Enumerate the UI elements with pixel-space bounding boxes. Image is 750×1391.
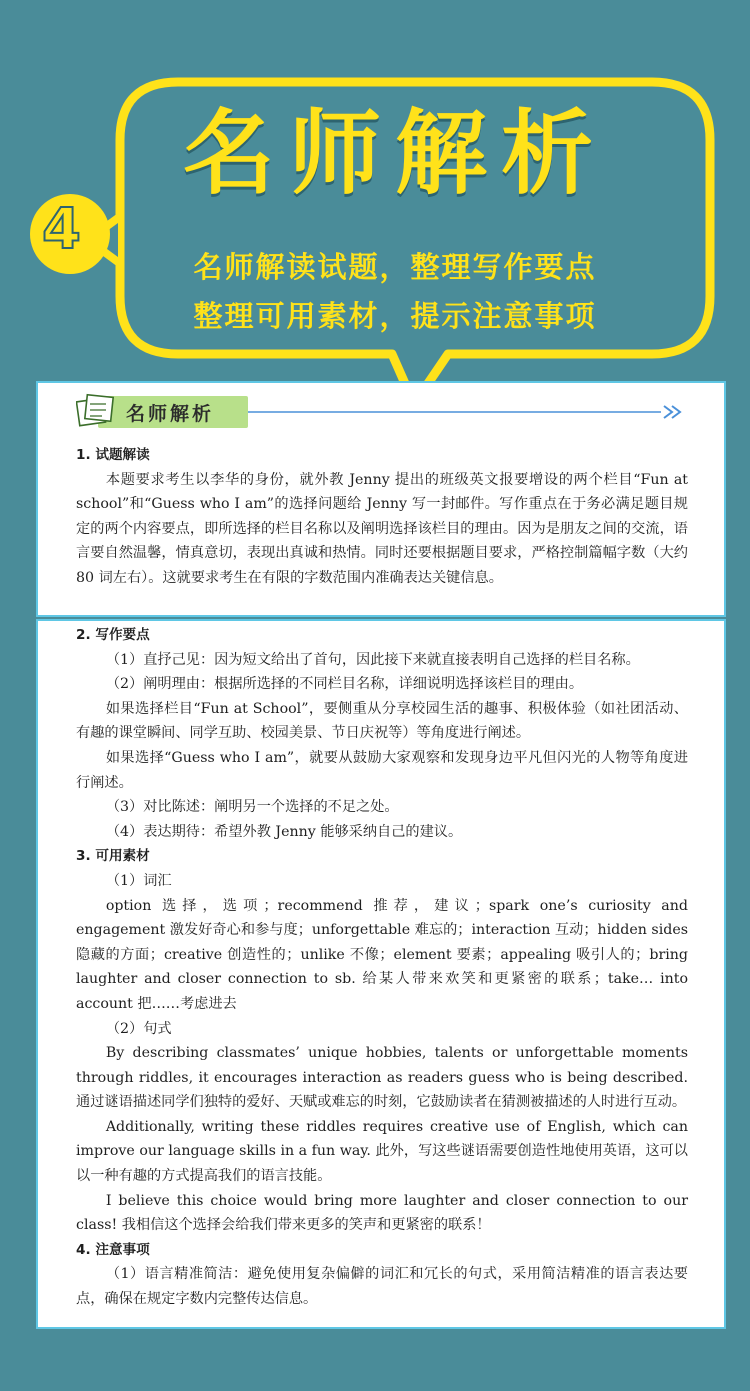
section-1-heading: 1. 试题解读 [76, 447, 150, 463]
section-2-point-1: （1）直抒己见：因为短文给出了首句，因此接下来就直接表明自己选择的栏目名称。 [105, 651, 640, 668]
section-3-sentence-2: Additionally, writing these riddles requires creative use of English, which can improve our language skills in a fun way. 此外，写这些谜语需要创造性地使用英语，这可以以一种有趣的方式提高我们的语言技能。 [76, 1118, 688, 1185]
banner [0, 0, 750, 420]
section-4-heading: 4. 注意事项 [76, 1241, 150, 1258]
section-1 [76, 443, 688, 591]
section-3-vocab-list: option 选择，选项；recommend 推荐，建议；spark one’s curiosity and engagement 激发好奇心和参与度；unforgettable 难忘的；interaction 互动；hidden sides 隐藏的方面；creative 创造性的；unlike 不像；element 要素；appealing 吸引人的；bring laughter and closer connection to sb. 给某人带来欢笑和更紧密的联系；take… into account 把……考虑进去 [76, 897, 688, 1012]
step-number: 4 [42, 197, 81, 262]
section-2-heading: 2. 写作要点 [76, 627, 150, 643]
section-header-label: 名师解析 [126, 403, 215, 425]
section-3-sentence-3: I believe this choice would bring more laughter and closer connection to our class! 我相信这个选择会给我们带来更多的笑声和更紧密的联系！ [76, 1192, 688, 1234]
banner-title: 名师解析 [182, 100, 607, 207]
section-3-sentence-label: （2）句式 [105, 1020, 172, 1037]
section-2-point-4: （4）表达期待：希望外教 Jenny 能够采纳自己的建议。 [105, 823, 463, 840]
section-header [76, 386, 686, 438]
section-2-option-b: 如果选择“Guess who I am”，就要从鼓励大家观察和发现身边平凡但闪光的人物等角度进行阐述。 [76, 749, 688, 791]
section-3-vocab-label: （1）词汇 [105, 872, 172, 889]
section-2-point-2: （2）阐明理由：根据所选择的不同栏目名称，详细说明选择该栏目的理由。 [105, 676, 584, 693]
sections-2-4 [76, 623, 688, 1312]
banner-subtitle-2: 整理可用素材，提示注意事项 [193, 299, 597, 333]
banner-subtitle-1: 名师解读试题，整理写作要点 [193, 250, 597, 284]
section-1-paragraph: 本题要求考生以李华的身份，就外教 Jenny 提出的班级英文报要增设的两个栏目“Fun at school”和“Guess who I am”的选择问题给 Jenny 写一封邮件。写作重点在于务必满足题目规定的两个内容要点，即所选择的栏目名称以及阐明选择该栏目的理由。因为是朋友之间的交流，语言要自然温馨，情真意切，表现出真诚和热情。同时还要根据题目要求，严格控制篇幅字数（大约 80 词左右）。这就要求考生在有限的字数范围内准确表达关键信息。 [76, 471, 688, 586]
section-3-heading: 3. 可用素材 [76, 848, 150, 865]
speech-bubble-graphic [0, 0, 750, 420]
section-2-option-a: 如果选择栏目“Fun at School”，要侧重从分享校园生活的趣事、积极体验（如社团活动、有趣的课堂瞬间、同学互助、校园美景、节日庆祝等）等角度进行阐述。 [76, 700, 688, 742]
section-4-point-1: （1）语言精准简洁：避免使用复杂偏僻的词汇和冗长的句式，采用简洁精准的语言表达要点，确保在规定字数内完整传达信息。 [76, 1266, 688, 1308]
section-3-sentence-1: By describing classmates’ unique hobbies, talents or unforgettable moments through riddles, it encourages interaction as readers guess who is being described. 通过谜语描述同学们独特的爱好、天赋或难忘的时刻，它鼓励读者在猜测被描述的人时进行互动。 [76, 1045, 688, 1111]
section-2-point-3: （3）对比陈述：阐明另一个选择的不足之处。 [105, 799, 399, 816]
